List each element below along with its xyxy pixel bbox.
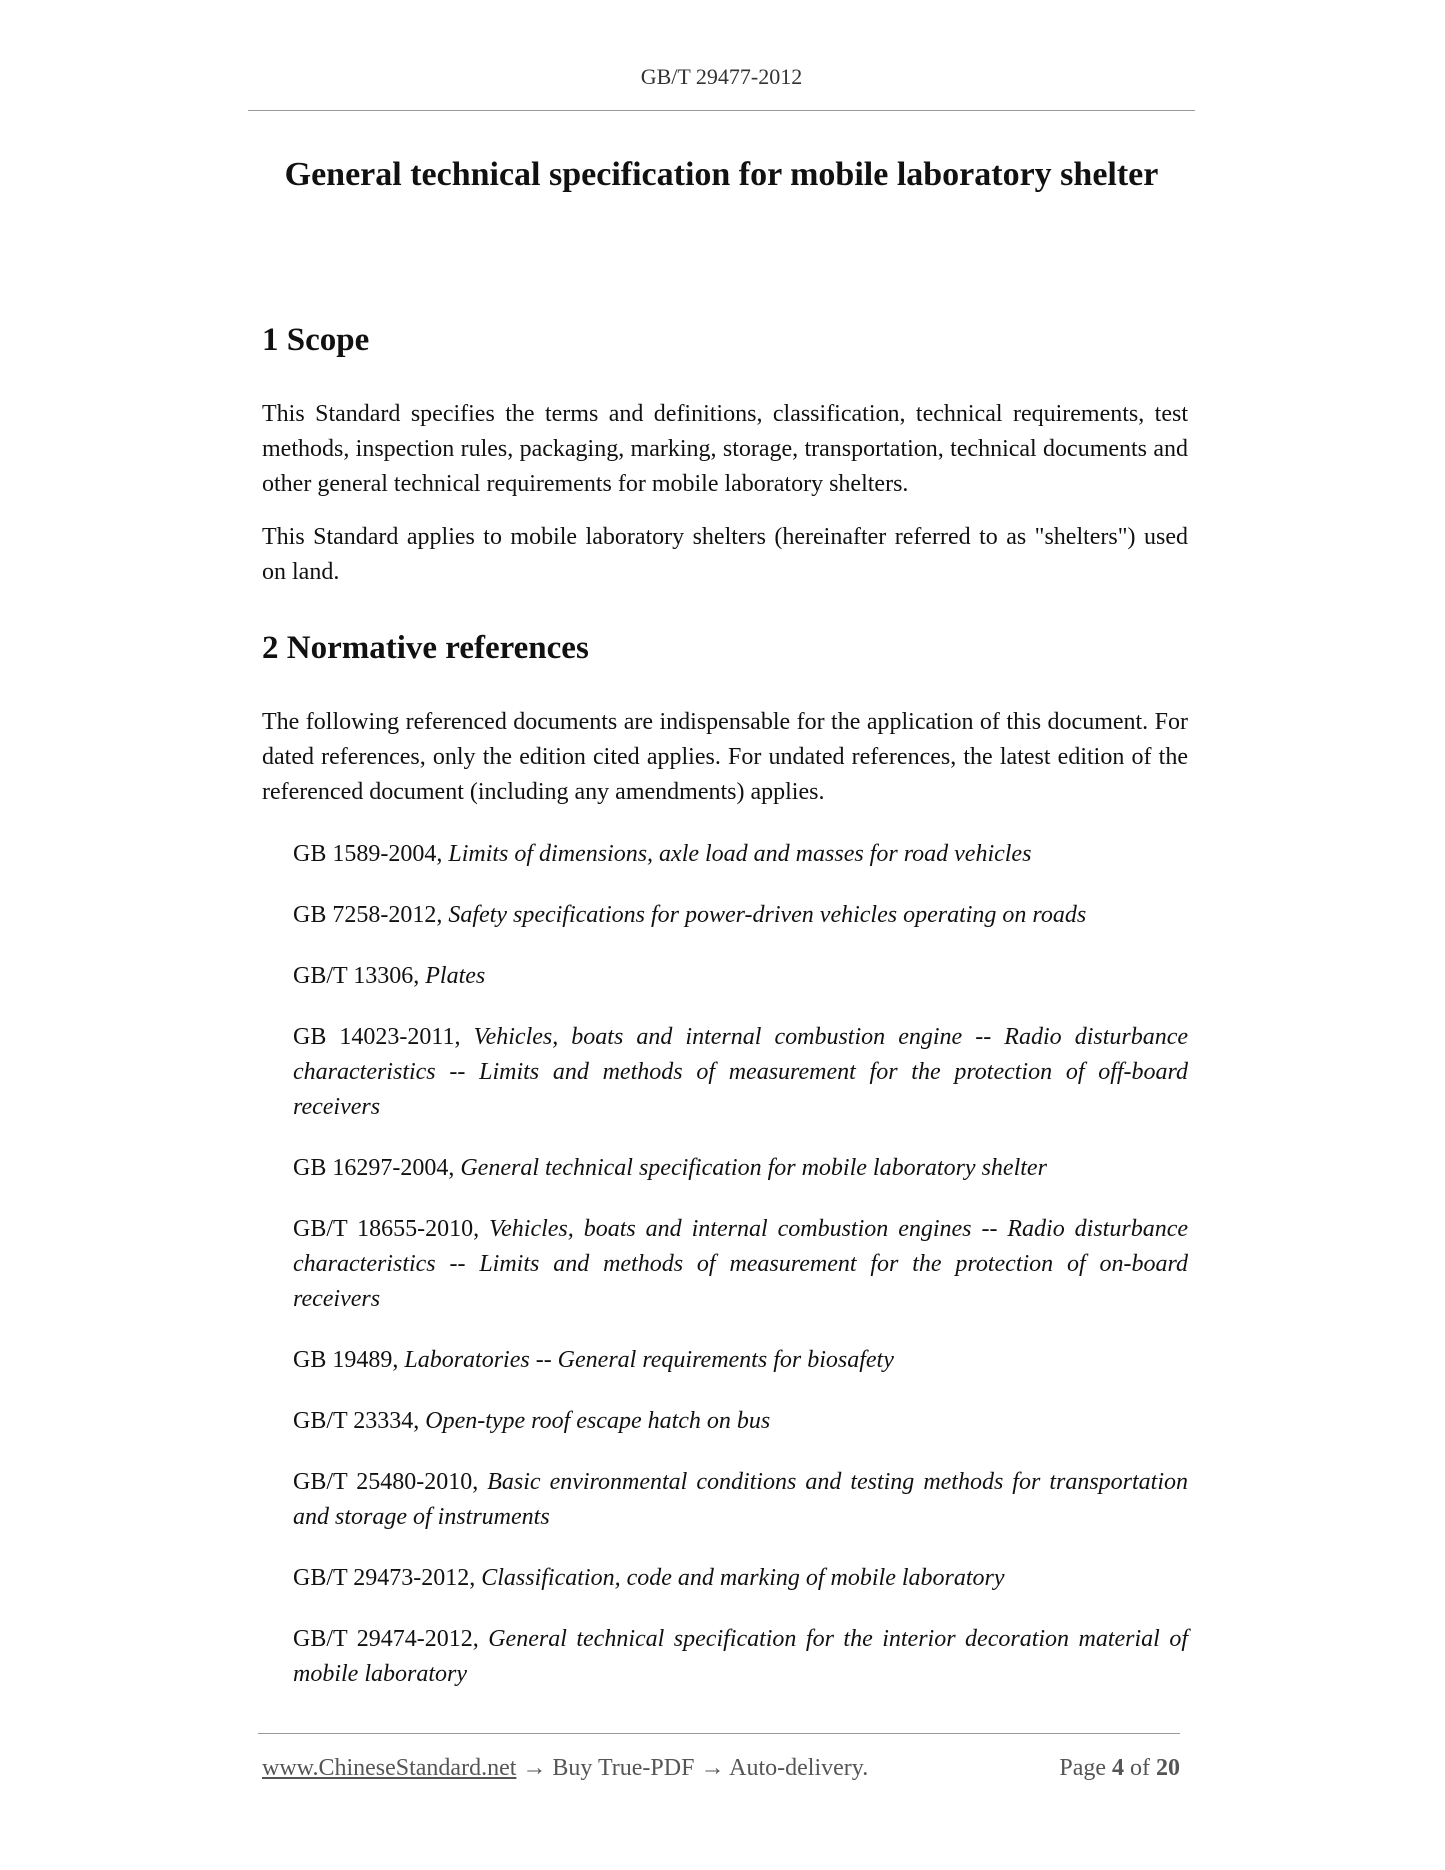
section-heading-normative-references: 2 Normative references — [262, 630, 589, 666]
arrow-right-icon: → — [522, 1755, 547, 1781]
scope-paragraph-2: This Standard applies to mobile laboratory shelters (hereinafter referred to as "shelters") used on land. — [262, 524, 1188, 585]
arrow-right-icon: → — [700, 1755, 725, 1781]
reference-title: Open-type roof escape hatch on bus — [425, 1408, 771, 1434]
reference-title: Basic environmental conditions and testing methods for transportation and storage of instruments — [293, 1469, 1189, 1530]
document-body — [262, 320, 1188, 1718]
reference-code: GB 1589-2004, — [293, 841, 443, 867]
reference-title: Vehicles, boats and internal combustion engines -- Radio disturbance characteristics -- Limits and methods of measurement for the protection of on-board receivers — [293, 1216, 1188, 1312]
reference-item — [293, 1151, 1188, 1186]
reference-title: Vehicles, boats and internal combustion engine -- Radio disturbance characteristics -- Limits and methods of measurement for the protection of off-board receivers — [293, 1024, 1189, 1120]
reference-code: GB 7258-2012, — [293, 902, 443, 928]
reference-item — [293, 898, 1188, 933]
reference-title: Classification, code and marking of mobile laboratory — [481, 1565, 1005, 1591]
reference-code: GB/T 18655-2010, — [293, 1216, 480, 1242]
current-page-number: 4 — [1112, 1755, 1124, 1781]
reference-item — [293, 1343, 1188, 1378]
footer-promo — [262, 1753, 868, 1783]
reference-title: Safety specifications for power-driven vehicles operating on roads — [448, 902, 1087, 928]
reference-code: GB 19489, — [293, 1347, 399, 1373]
buy-pdf-text: Buy True-PDF — [552, 1755, 695, 1781]
reference-code: GB/T 13306, — [293, 963, 420, 989]
reference-title: General technical specification for the interior decoration material of mobile laboratory — [293, 1626, 1189, 1687]
reference-code: GB/T 29474-2012, — [293, 1626, 479, 1652]
of-label: of — [1130, 1755, 1150, 1781]
reference-title: General technical specification for mobile laboratory shelter — [460, 1155, 1047, 1181]
reference-item — [293, 1622, 1188, 1692]
total-pages-number: 20 — [1156, 1755, 1180, 1781]
reference-title: Laboratories -- General requirements for biosafety — [404, 1347, 894, 1373]
reference-item — [293, 837, 1188, 872]
header-standard-code: GB/T 29477-2012 — [640, 64, 803, 89]
site-link[interactable]: www.ChineseStandard.net — [262, 1755, 517, 1781]
document-title: General technical specification for mobile laboratory shelter — [284, 156, 1159, 193]
header-divider — [248, 110, 1195, 111]
normative-intro-paragraph: The following referenced documents are indispensable for the application of this document. For dated references, only the edition cited applies. For undated references, the latest edition of the referenced document (including any amendments) applies. — [262, 709, 1188, 805]
reference-code: GB/T 23334, — [293, 1408, 420, 1434]
reference-code: GB 16297-2004, — [293, 1155, 455, 1181]
reference-item — [293, 959, 1188, 994]
reference-item — [293, 1020, 1188, 1125]
footer-divider — [258, 1733, 1180, 1734]
reference-code: GB/T 29473-2012, — [293, 1565, 476, 1591]
reference-code: GB 14023-2011, — [293, 1024, 461, 1050]
reference-code: GB/T 25480-2010, — [293, 1469, 479, 1495]
section-heading-scope: 1 Scope — [262, 322, 370, 358]
reference-list — [293, 837, 1188, 1692]
page-indicator — [1059, 1753, 1180, 1783]
reference-item — [293, 1561, 1188, 1596]
auto-delivery-text: Auto-delivery. — [729, 1755, 869, 1781]
reference-item — [293, 1212, 1188, 1317]
page-footer — [262, 1753, 1180, 1783]
reference-item — [293, 1465, 1188, 1535]
reference-item — [293, 1404, 1188, 1439]
scope-paragraph-1: This Standard specifies the terms and definitions, classification, technical requirements, test methods, inspection rules, packaging, marking, storage, transportation, technical documents and other general technical requirements for mobile laboratory shelters. — [262, 401, 1188, 497]
reference-title: Limits of dimensions, axle load and masses for road vehicles — [448, 841, 1032, 867]
reference-title: Plates — [425, 963, 486, 989]
page-label: Page — [1059, 1755, 1106, 1781]
